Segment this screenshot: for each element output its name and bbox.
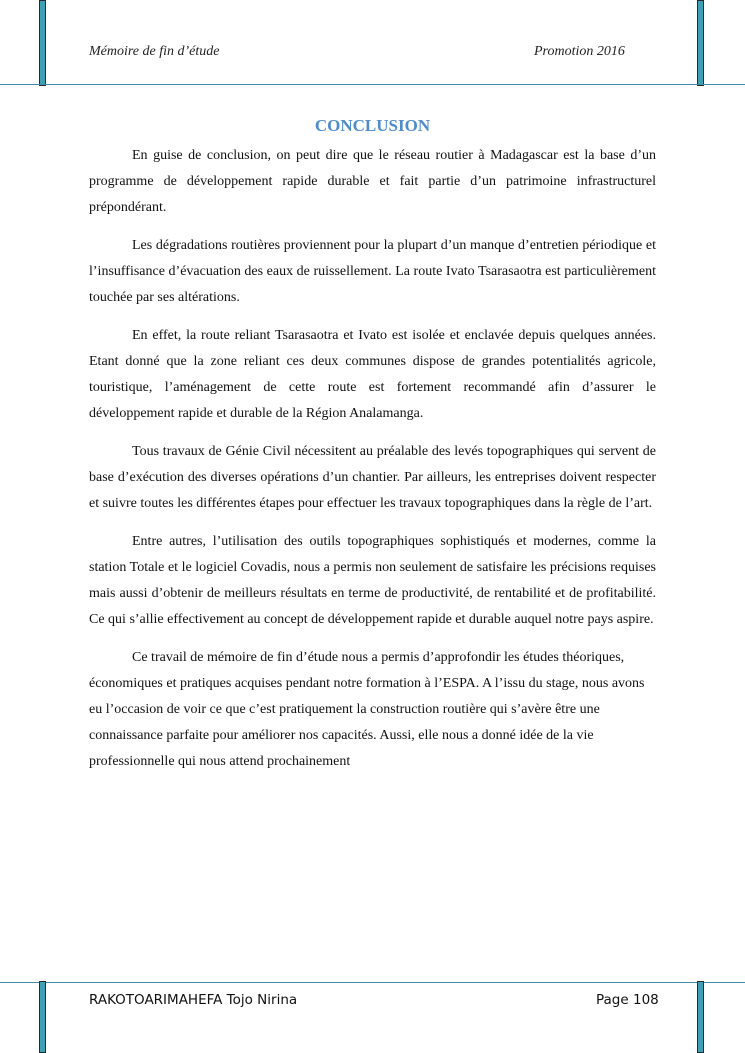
footer-left-bar	[39, 981, 46, 1053]
header-left-bar	[39, 0, 46, 86]
paragraph: Les dégradations routières proviennent pour la plupart d’un manque d’entretien périodique et l’insuffisance d’évacuation des eaux de ruissellement. La route Ivato Tsarasaotra est particulièrement touchée par ses altérations.	[89, 238, 656, 305]
footer-page-number: Page 108	[596, 992, 659, 1008]
page-title: CONCLUSION	[314, 116, 431, 135]
header-document-title: Mémoire de fin d’étude	[89, 44, 220, 59]
paragraph: Tous travaux de Génie Civil nécessitent au préalable des levés topographiques qui servent de base d’exécution des diverses opérations d’un chantier. Par ailleurs, les entreprises doivent respecter et suivre toutes les différentes étapes pour effectuer les travaux topographiques dans la règle de l’art.	[89, 444, 656, 511]
paragraph: Ce travail de mémoire de fin d’étude nous a permis d’approfondir les études théoriques, économiques et pratiques acquises pendant notre formation à l’ESPA. A l’issu du stage, nous avons eu l’occasion de voir ce que c’est pratiquement la construction routière qui s’avère être une connaissance parfaite pour améliorer nos capacités. Aussi, elle nous a donné idée de la vie professionnelle qui nous attend prochainement	[89, 650, 645, 769]
body-text	[89, 143, 656, 787]
footer-rule	[0, 982, 745, 983]
header-promotion: Promotion 2016	[534, 44, 625, 59]
paragraph: Entre autres, l’utilisation des outils topographiques sophistiqués et modernes, comme la station Totale et le logiciel Covadis, nous a permis non seulement de satisfaire les précisions requises mais aussi d’obtenir de meilleurs résultats en terme de productivité, de rentabilité et de profitabilité. Ce qui s’allie effectivement au concept de développement rapide et durable auquel notre pays aspire.	[89, 534, 656, 627]
paragraph: En effet, la route reliant Tsarasaotra et Ivato est isolée et enclavée depuis quelques années. Etant donné que la zone reliant ces deux communes dispose de grandes potentialités agricole, touristique, l’aménagement de cette route est fortement recommandé afin d’assurer le développement rapide et durable de la Région Analamanga.	[89, 328, 656, 421]
paragraph: En guise de conclusion, on peut dire que le réseau routier à Madagascar est la base d’un programme de développement rapide durable et fait partie d’un patrimoine infrastructurel prépondérant.	[89, 148, 656, 215]
footer-author: RAKOTOARIMAHEFA Tojo Nirina	[89, 992, 298, 1008]
footer-right-bar	[697, 981, 704, 1053]
header-right-bar	[697, 0, 704, 86]
header-rule	[0, 84, 745, 85]
